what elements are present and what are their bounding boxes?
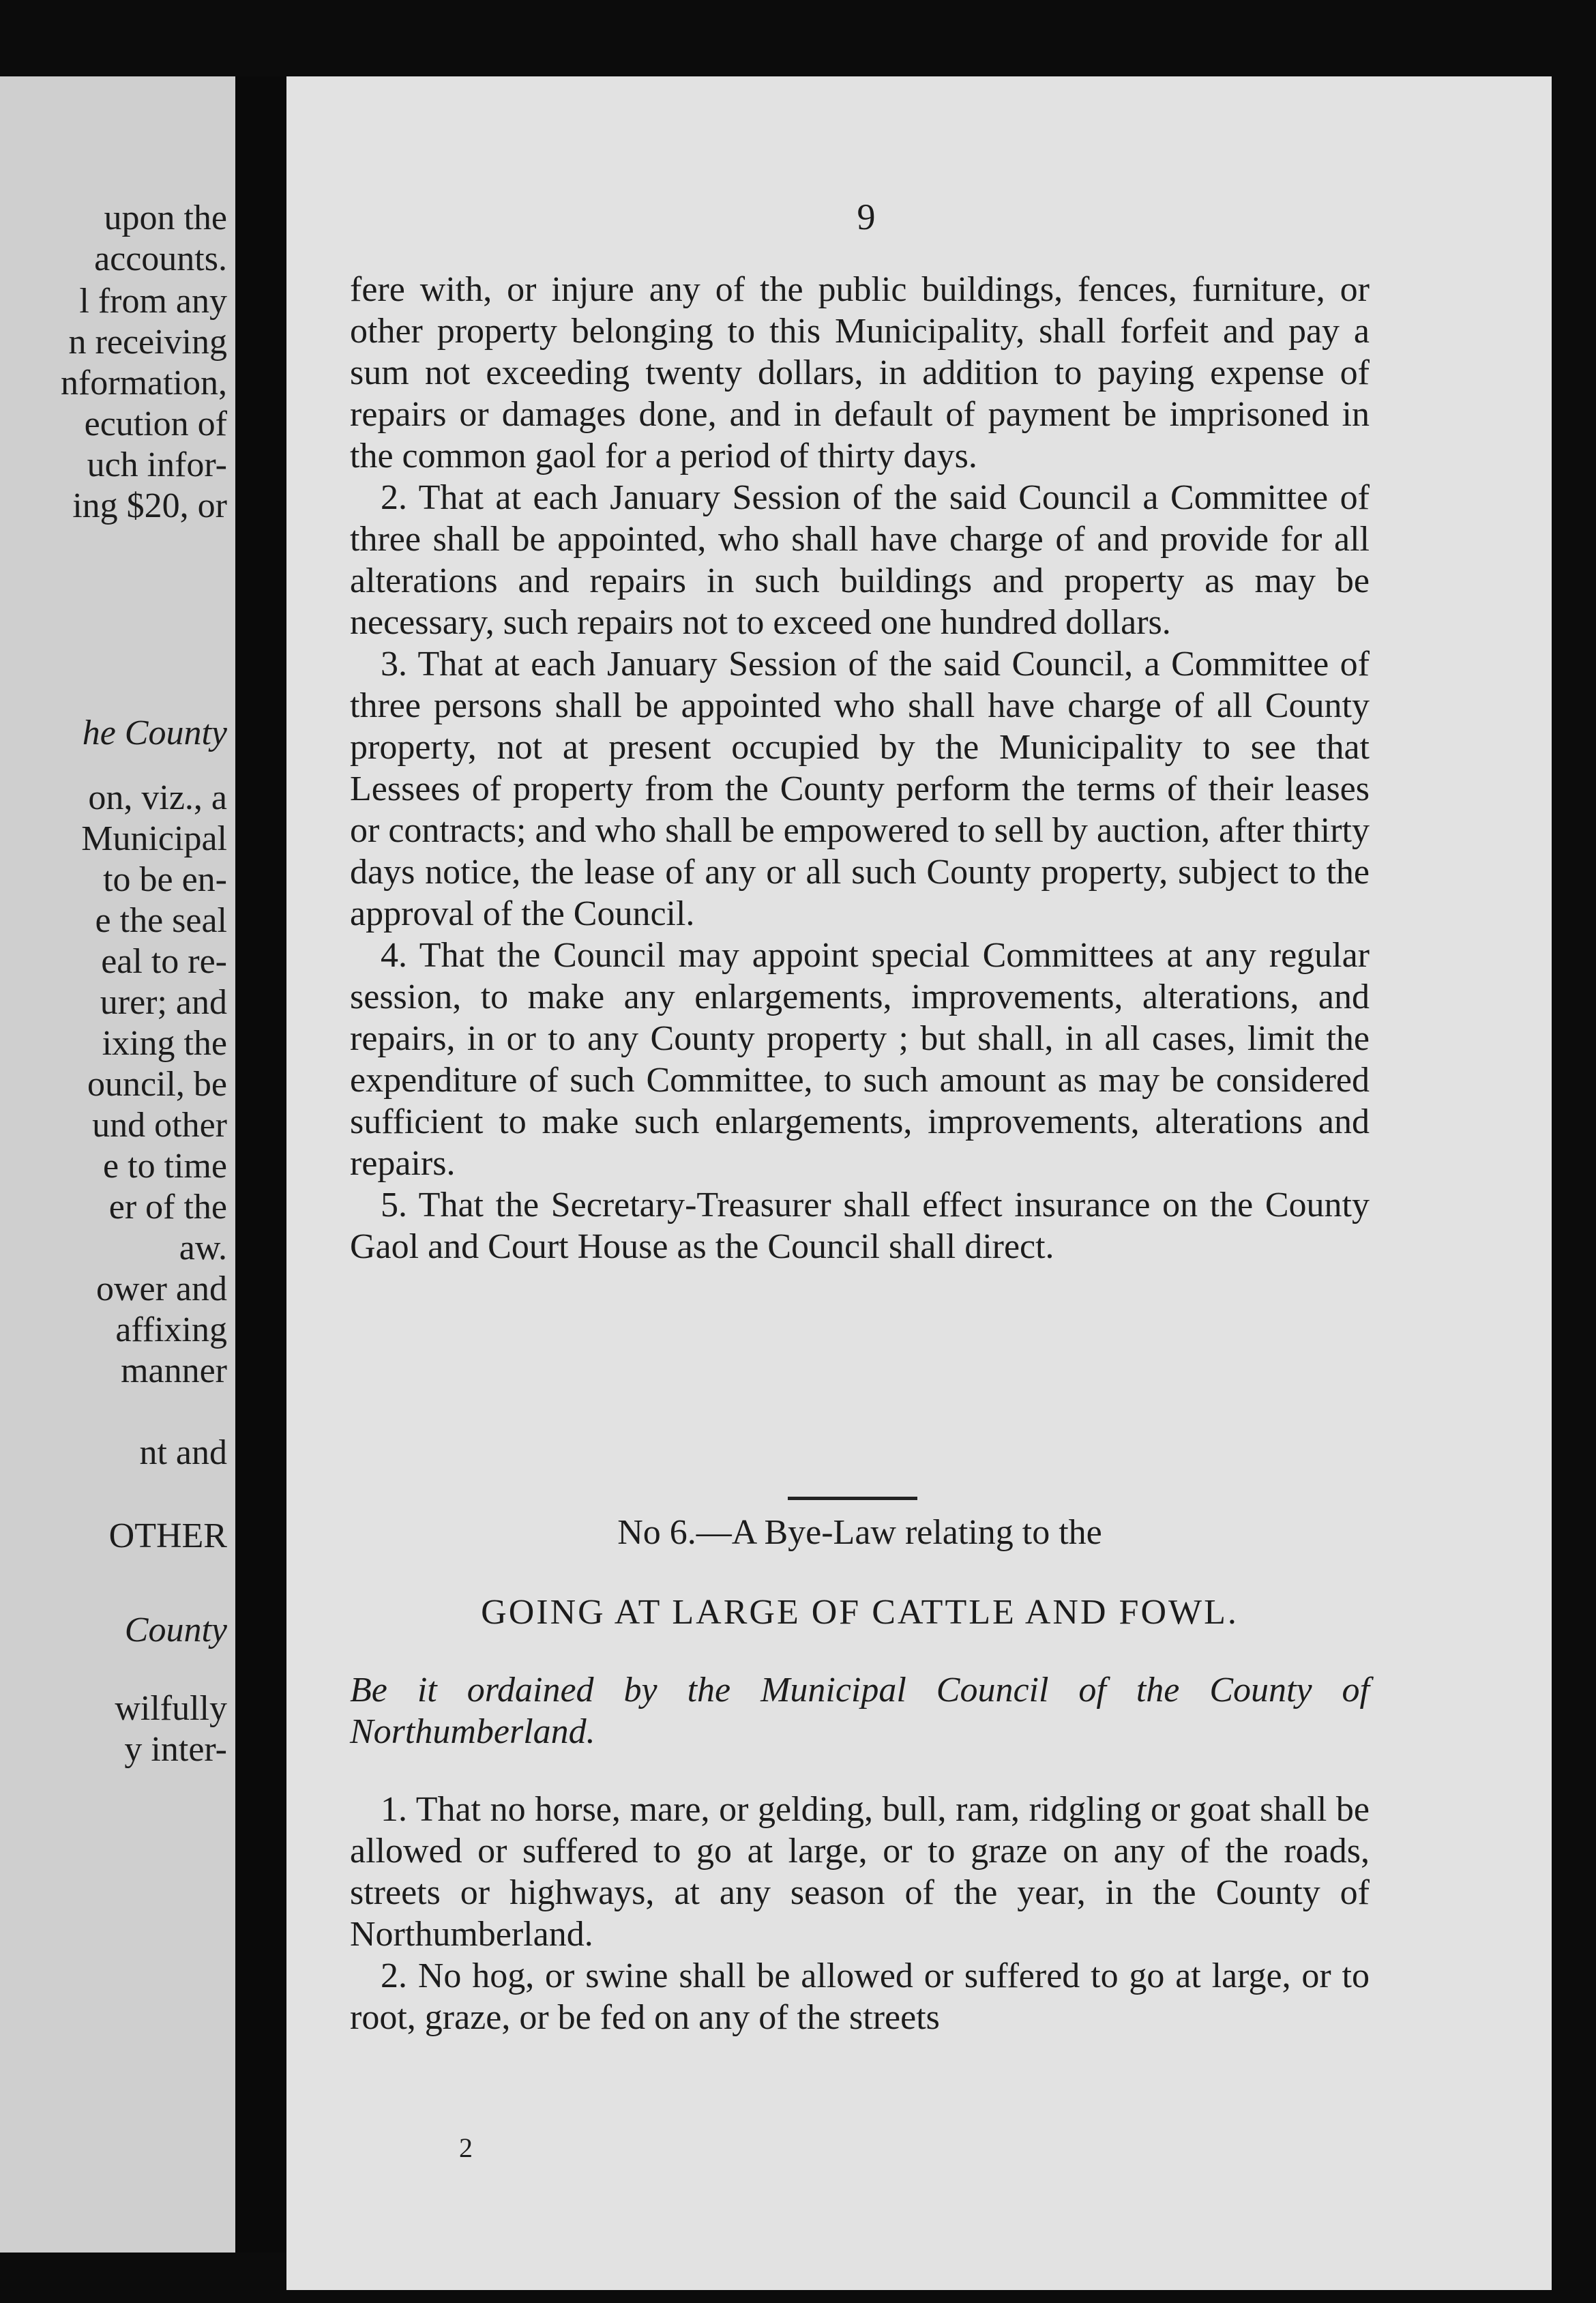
left-page-line: upon the [104, 199, 227, 237]
bylaw-number-line: No 6.—A Bye-Law relating to the [617, 1513, 1102, 1552]
left-page-line: urer; and [100, 983, 227, 1022]
left-page-line: ouncil, be [87, 1065, 227, 1104]
section-3: 3. That at each January Session of the said Council, a Committee of three persons shall be appointed who shall have charge of all County property, not at present occupied by the Municipality to see that Lessees of property from the County perform the terms of their leases or contracts; and who shall be empowered to sell by auction, after thirty days notice, the lease of any or all such County property, subject to the approval of the Council. [350, 645, 1370, 933]
left-page-line: nt and [139, 1433, 227, 1472]
left-page-line: ixing the [102, 1024, 227, 1063]
bylaw-clause-1: 1. That no horse, mare, or gelding, bull, ram, ridgling or goat shall be allowed or suffered to go at large, or to graze on any of the roads, streets or highways, at any season of the year, in the County of Northumberland. [350, 1790, 1370, 1954]
page-number: 9 [857, 196, 876, 237]
section-text [350, 269, 1370, 1267]
left-page-line: l from any [79, 282, 227, 321]
left-page-line: accounts. [94, 239, 227, 278]
continuation-paragraph: fere with, or injure any of the public buildings, fences, furniture, or other property belonging to this Municipality, shall forfeit and pay a sum not exceeding twenty dollars, in addition to paying expense of repairs or damages done, and in default of payment be imprisoned in the common gaol for a period of thirty days. [350, 270, 1370, 475]
left-page-line: und other [92, 1106, 227, 1145]
left-page-line: wilfully [115, 1689, 227, 1728]
section-4: 4. That the Council may appoint special Committees at any regular session, to make any enlargements, improvements, alterations, and repairs, in or to any County property ; but shall, in all cases, limit the expenditure of such Committee, to such amount as may be considered sufficient to make such enlargements, improvements, alterations and repairs. [350, 936, 1370, 1183]
left-page-line: on, viz., a [88, 778, 227, 817]
enacting-clause: Be it ordained by the Municipal Council of the County of Northumberland. [350, 1671, 1370, 1751]
right-page [286, 76, 1552, 2290]
section-5: 5. That the Secretary-Treasurer shall effect insurance on the County Gaol and Court House as the Council shall direct. [350, 1186, 1370, 1266]
left-facing-page [0, 76, 235, 2253]
left-page-line: e the seal [95, 901, 227, 940]
left-page-line: er of the [108, 1188, 227, 1227]
left-page-line: ecution of [84, 405, 227, 443]
left-page-line: nformation, [60, 364, 227, 402]
section-2: 2. That at each January Session of the said Council a Committee of three shall be appointed, who shall have charge of and provide for all alterations and repairs in such buildings and property as may be necessary, such repairs not to exceed one hundred dollars. [350, 478, 1370, 642]
left-page-line: he County [82, 714, 227, 752]
left-page-line: e to time [103, 1147, 227, 1186]
left-page-line: County [124, 1611, 227, 1649]
bylaw-clauses [350, 1789, 1370, 2038]
left-page-line: y inter- [124, 1730, 227, 1769]
left-page-line: ower and [95, 1270, 227, 1308]
left-page-line: OTHER [108, 1516, 227, 1555]
book-gutter [235, 76, 286, 2253]
left-page-line: manner [121, 1351, 227, 1390]
left-page-line: affixing [115, 1310, 227, 1349]
left-page-line: uch infor- [87, 445, 227, 484]
left-page-line: aw. [179, 1229, 227, 1267]
section-divider [788, 1497, 917, 1500]
printer-signature-mark: 2 [459, 2132, 473, 2163]
left-page-line: n receiving [68, 323, 227, 362]
left-page-line: Municipal [81, 819, 227, 858]
bylaw-title: GOING AT LARGE OF CATTLE AND FOWL. [481, 1593, 1239, 1632]
left-page-line: to be en- [103, 860, 227, 899]
left-page-line: ing $20, or [72, 486, 227, 525]
bylaw-clause-2: 2. No hog, or swine shall be allowed or suffered to go at large, or to root, graze, or be fed on any of the streets [350, 1956, 1370, 2037]
left-page-line: eal to re- [101, 942, 227, 981]
